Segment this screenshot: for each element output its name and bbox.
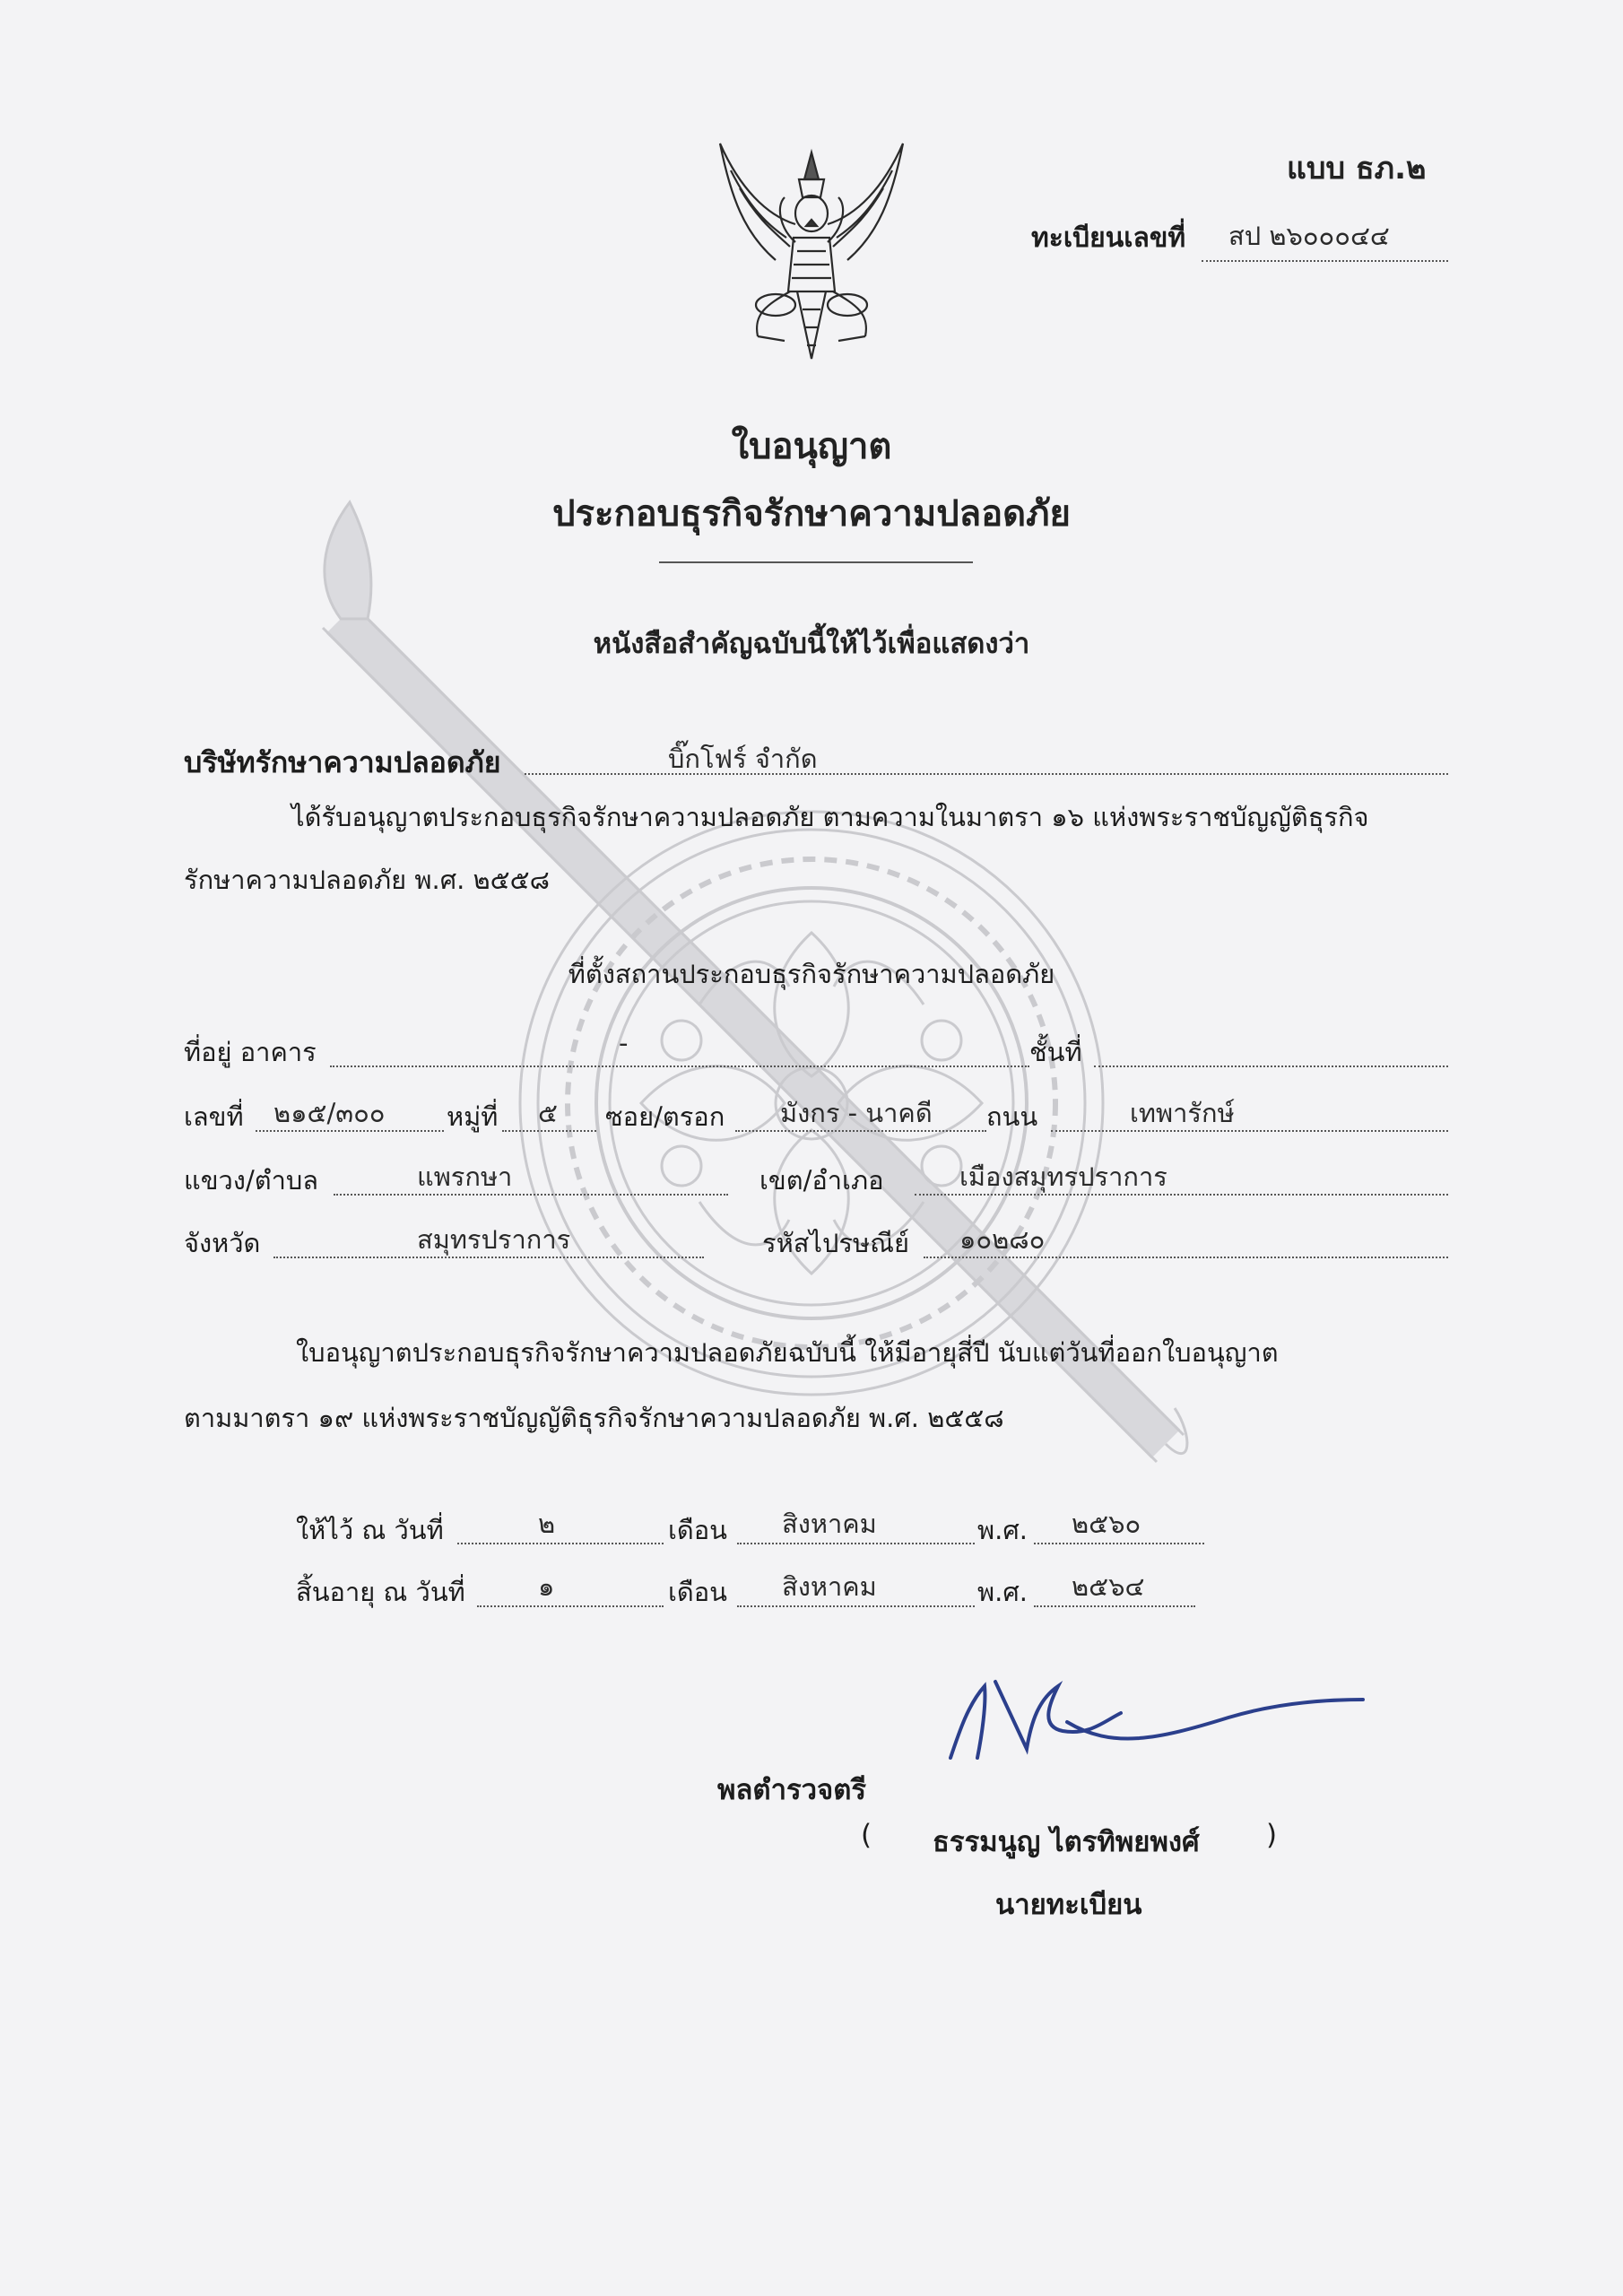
company-label: บริษัทรักษาความปลอดภัย (184, 745, 501, 779)
signatory-open-paren: ( (861, 1819, 872, 1851)
garuda-emblem-icon (704, 135, 919, 377)
expires-month: สิงหาคม (782, 1571, 877, 1602)
floor-line (1094, 1065, 1448, 1067)
soi-label: ซอย/ตรอก (605, 1101, 725, 1132)
expires-label: สิ้นอายุ ณ วันที่ (296, 1577, 465, 1607)
expires-year-label: พ.ศ. (977, 1577, 1028, 1607)
grant-line-1: ได้รับอนุญาตประกอบธุรกิจรักษาความปลอดภัย ตามความในมาตรา ๑๖ แห่งพระราชบัญญัติธุรกิจ (291, 802, 1369, 832)
expires-year: ๒๕๖๔ (1072, 1571, 1145, 1602)
signatory-name: ธรรมนูญ ไตรทิพยพงศ์ (933, 1826, 1200, 1858)
issued-day-line (457, 1543, 664, 1544)
building-label: ที่อยู่ อาคาร (184, 1037, 317, 1067)
expires-day: ๑ (538, 1571, 555, 1602)
location-heading: ที่ตั้งสถานประกอบธุรกิจรักษาความปลอดภัย (568, 959, 1055, 989)
postcode-value: ๑๐๒๘๐ (959, 1224, 1046, 1255)
moo-label: หมู่ที่ (447, 1101, 499, 1132)
signatory-rank: พลตำรวจตรี (717, 1774, 866, 1806)
road-line (1051, 1130, 1448, 1132)
subdistrict-line (334, 1194, 728, 1196)
soi-value: มังกร - นาคดี (780, 1098, 933, 1128)
building-value: - (619, 1028, 629, 1058)
province-value: สมุทรปราการ (417, 1224, 571, 1255)
grant-line-2: รักษาความปลอดภัย พ.ศ. ๒๕๕๘ (184, 865, 550, 895)
signatory-close-paren: ) (1266, 1819, 1278, 1851)
registration-label: ทะเบียนเลขที่ (1031, 222, 1186, 254)
signature-icon (933, 1650, 1399, 1785)
page-title: ใบอนุญาต (731, 426, 892, 467)
number-label: เลขที่ (184, 1101, 244, 1132)
page-subtitle: ประกอบธุรกิจรักษาความปลอดภัย (552, 493, 1071, 535)
issued-year-label: พ.ศ. (977, 1515, 1028, 1545)
form-code: แบบ ธภ.๒ (1287, 151, 1427, 187)
expires-day-line (477, 1605, 664, 1607)
expires-month-label: เดือน (668, 1577, 727, 1607)
road-label: ถนน (986, 1101, 1038, 1132)
issued-year: ๒๕๖๐ (1072, 1509, 1141, 1539)
postcode-label: รหัสไปรษณีย์ (762, 1228, 909, 1258)
number-value: ๒๑๕/๓๐๐ (273, 1098, 386, 1128)
registration-value: สป ๒๖๐๐๐๔๔ (1228, 221, 1390, 251)
floor-label: ชั้นที่ (1029, 1037, 1082, 1067)
validity-line-2: ตามมาตรา ๑๙ แห่งพระราชบัญญัติธุรกิจรักษาความปลอดภัย พ.ศ. ๒๕๕๘ (184, 1403, 1004, 1433)
district-value: เมืองสมุทรปราการ (959, 1161, 1167, 1192)
title-divider (659, 561, 973, 563)
company-line (525, 773, 1448, 775)
district-label: เขต/อำเภอ (759, 1165, 884, 1196)
road-value: เทพารักษ์ (1130, 1098, 1235, 1128)
company-value: บิ๊กโฟร์ จำกัด (668, 744, 818, 774)
issued-month: สิงหาคม (782, 1509, 877, 1539)
moo-value: ๕ (538, 1098, 558, 1128)
subdistrict-label: แขวง/ตำบล (184, 1165, 319, 1196)
registration-line (1202, 260, 1448, 262)
intro-text: หนังสือสำคัญฉบับนี้ให้ไว้เพื่อแสดงว่า (593, 628, 1030, 660)
issued-day: ๒ (538, 1509, 556, 1539)
issued-label: ให้ไว้ ณ วันที่ (296, 1515, 444, 1545)
signatory-position: นายทะเบียน (995, 1889, 1142, 1921)
issued-month-label: เดือน (668, 1515, 727, 1545)
province-label: จังหวัด (184, 1228, 261, 1258)
building-line (330, 1065, 1029, 1067)
subdistrict-value: แพรกษา (417, 1161, 513, 1192)
validity-line-1: ใบอนุญาตประกอบธุรกิจรักษาความปลอดภัยฉบับนี้ ให้มีอายุสี่ปี นับแต่วันที่ออกใบอนุญาต (296, 1337, 1279, 1368)
